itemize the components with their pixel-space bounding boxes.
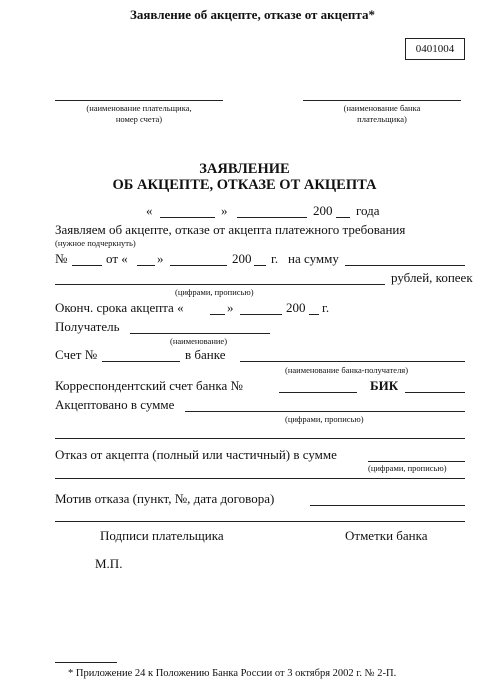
bank-caption-2: плательщика) (357, 114, 407, 124)
payer-caption-2: номер счета) (115, 114, 163, 124)
bik-label: БИК (370, 378, 399, 393)
bank-caption-1: (наименование банка (343, 103, 421, 113)
end-year-suffix: г. (322, 300, 330, 315)
stamp-label: М.П. (95, 556, 123, 571)
accepted-caption: (цифрами, прописью) (285, 414, 364, 424)
payer-bank-line (303, 100, 461, 101)
corr-account-label: Корреспондентский счет банка № (55, 378, 243, 393)
form-code-box: 0401004 (405, 38, 465, 60)
rubles-label: рублей, копеек (391, 270, 473, 285)
date-open-quote: « (146, 203, 153, 218)
from-month-line (170, 265, 227, 266)
refusal-line (368, 461, 465, 462)
accepted-label: Акцептовано в сумме (55, 397, 175, 412)
sum-caption: (цифрами, прописью) (175, 287, 254, 297)
from-label: от « (106, 251, 128, 266)
from-day-line (137, 265, 155, 266)
end-day-line (210, 314, 225, 315)
in-bank-label: в банке (185, 347, 226, 362)
account-label: Счет № (55, 347, 98, 362)
payer-signatures-label: Подписи плательщика (100, 528, 224, 543)
accepted-continuation-line (55, 438, 465, 439)
document-title: ЗАЯВЛЕНИЕ (199, 161, 290, 177)
refusal-caption: (цифрами, прописью) (368, 463, 447, 473)
end-month-line (240, 314, 282, 315)
account-line (102, 361, 180, 362)
bank-name-caption: (наименование банка-получателя) (285, 365, 409, 375)
end-year-line (309, 314, 319, 315)
motive-line (310, 505, 465, 506)
recipient-caption: (наименование) (170, 336, 228, 346)
date-day-line (160, 217, 215, 218)
date-year: 200 (313, 203, 333, 218)
payer-line (55, 100, 223, 101)
end-close-quote: » (227, 300, 234, 315)
from-year-end: г. (271, 251, 279, 266)
recipient-label: Получатель (55, 319, 120, 334)
bank-name-line (240, 361, 465, 362)
footnote-text: * Приложение 24 к Положению Банка России от 3 октября 2002 г. № 2-П. (68, 668, 397, 679)
footnote-divider (55, 662, 117, 663)
sum-label: на сумму (288, 251, 339, 266)
underline-note: (нужное подчеркнуть) (55, 238, 136, 248)
statement-text: Заявляем об акцепте, отказе от акцепта платежного требования (55, 222, 406, 237)
sum-words-line (55, 284, 385, 285)
accepted-line (185, 411, 465, 412)
refusal-continuation-line (55, 478, 465, 479)
end-year: 200 (286, 300, 306, 315)
motive-label: Мотив отказа (пункт, №, дата договора) (55, 491, 275, 506)
from-year-line (254, 265, 266, 266)
number-label: № (55, 251, 68, 266)
header-title: Заявление об акцепте, отказе от акцепта* (130, 7, 375, 22)
bik-line (405, 392, 465, 393)
motive-continuation-line (55, 521, 465, 522)
date-month-line (237, 217, 307, 218)
recipient-line (130, 333, 270, 334)
corr-account-line (279, 392, 357, 393)
date-year-line (336, 217, 350, 218)
number-line (72, 265, 102, 266)
document-subtitle: ОБ АКЦЕПТЕ, ОТКАЗЕ ОТ АКЦЕПТА (112, 177, 377, 193)
from-close-quote: » (157, 251, 164, 266)
sum-line (345, 265, 465, 266)
from-year: 200 (232, 251, 252, 266)
end-term-label: Оконч. срока акцепта « (55, 300, 184, 315)
refusal-label: Отказ от акцепта (полный или частичный) в сумме (55, 447, 337, 462)
date-close-quote: » (221, 203, 228, 218)
date-suffix: года (356, 203, 380, 218)
bank-marks-label: Отметки банка (345, 528, 428, 543)
payer-caption-1: (наименование плательщика, (86, 103, 192, 113)
